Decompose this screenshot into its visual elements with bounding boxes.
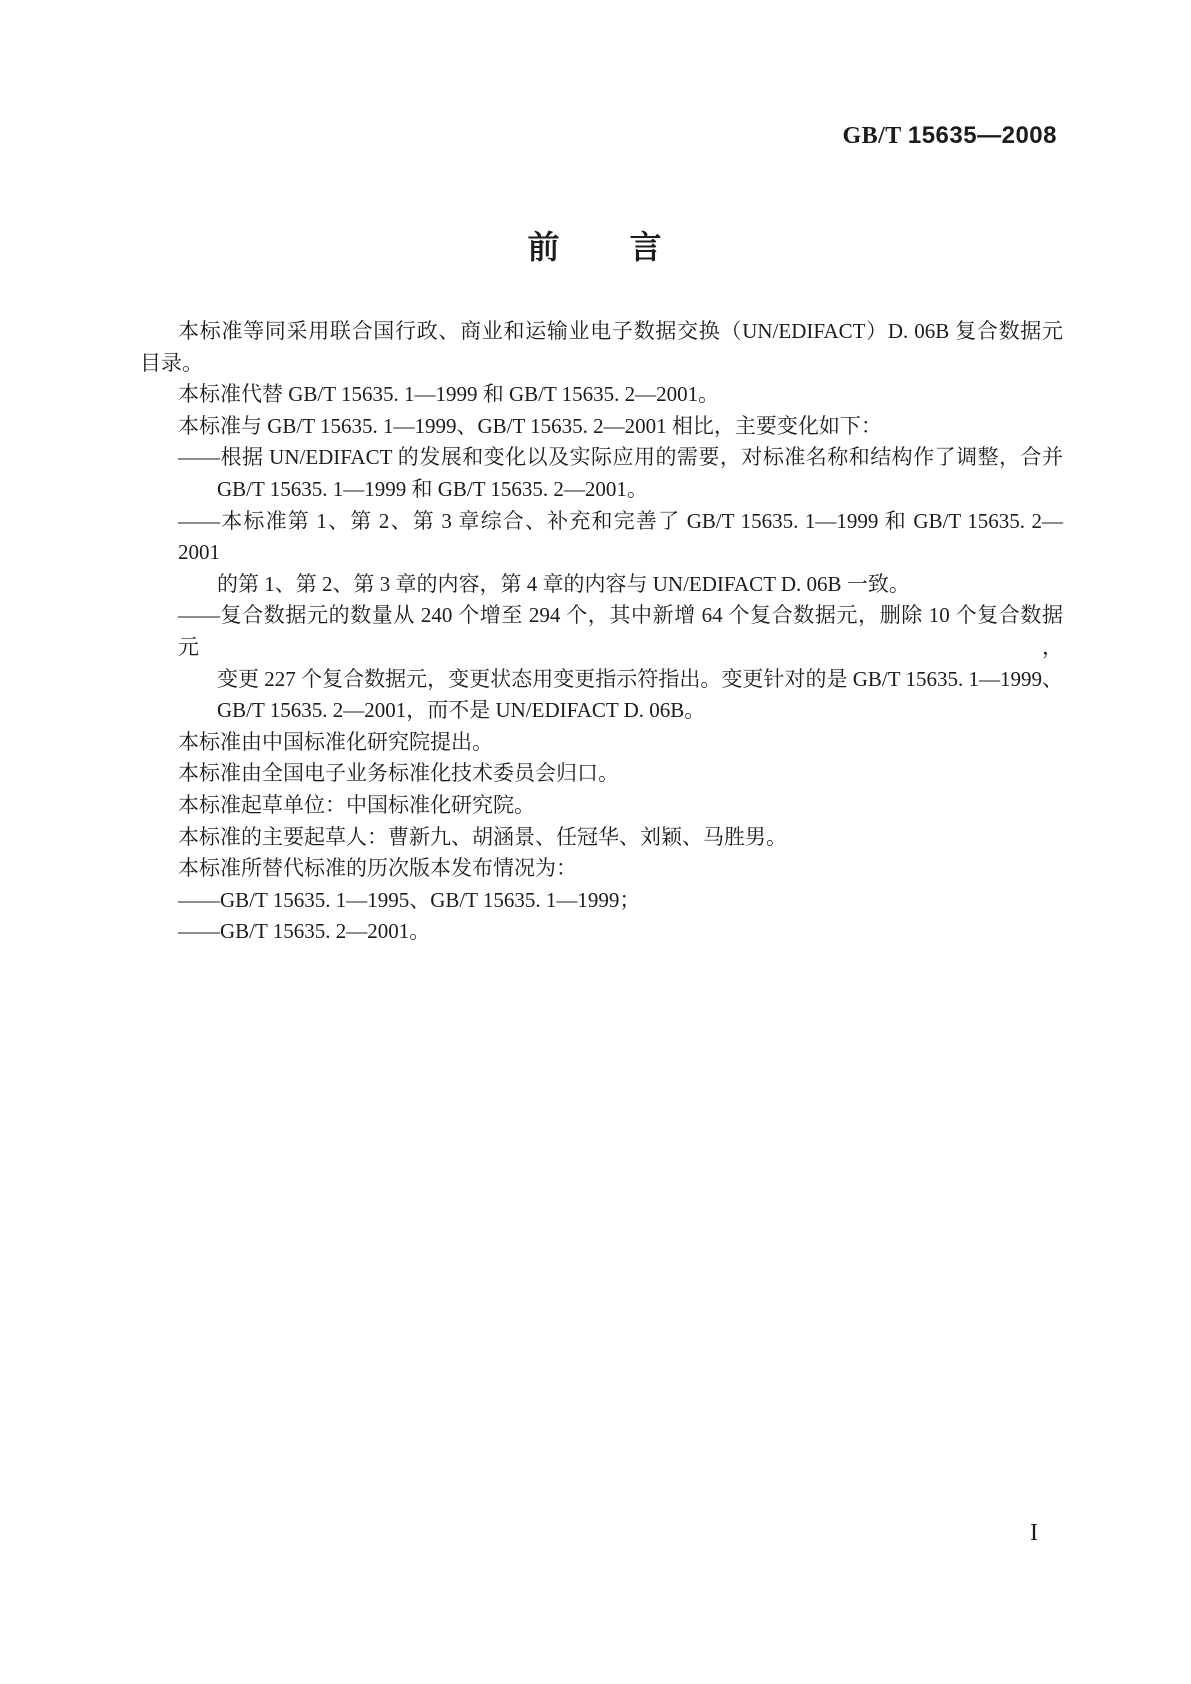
text-line: 本标准等同采用联合国行政、商业和运输业电子数据交换（UN/EDIFACT）D. 06B 复合数据元 <box>178 319 1063 343</box>
standard-code-number: 15635—2008 <box>907 122 1057 149</box>
text-line: 变更 227 个复合数据元，变更状态用变更指示符指出。变更针对的是 GB/T 15635. 1—1999、 <box>217 666 1063 691</box>
text-line: 本标准起草单位：中国标准化研究院。 <box>178 792 535 817</box>
text-line: ——GB/T 15635. 1—1995、GB/T 15635. 1—1999； <box>178 887 641 912</box>
text-line: 本标准由全国电子业务标准化技术委员会归口。 <box>178 761 619 786</box>
text-line: ——复合数据元的数量从 240 个增至 294 个，其中新增 64 个复合数据元，删除 10 个复合数据元， <box>178 603 1063 659</box>
text-line: 本标准的主要起草人：曹新九、胡涵景、任冠华、刘颖、马胜男。 <box>178 824 787 849</box>
text-line: 目录。 <box>140 350 203 375</box>
text-line: ——根据 UN/EDIFACT 的发展和变化以及实际应用的需要，对标准名称和结构作了调整，合并 <box>178 445 1063 470</box>
text-line: ——本标准第 1、第 2、第 3 章综合、补充和完善了 GB/T 15635. 1—1999 和 GB/T 15635. 2—2001 <box>178 508 1063 565</box>
text-line: 本标准与 GB/T 15635. 1—1999、GB/T 15635. 2—2001 相比，主要变化如下： <box>178 413 882 438</box>
text-line: GB/T 15635. 2—2001，而不是 UN/EDIFACT D. 06B。 <box>217 698 706 723</box>
text-line: 的第 1、第 2、第 3 章的内容，第 4 章的内容与 UN/EDIFACT D. 06B 一致。 <box>217 571 910 596</box>
standard-code-header <box>842 122 1057 150</box>
body-text <box>140 316 1063 948</box>
text-line: ——GB/T 15635. 2—2001。 <box>178 919 431 944</box>
standard-code-prefix: GB/T <box>842 123 902 149</box>
text-line: 本标准由中国标准化研究院提出。 <box>178 729 493 754</box>
page-title-foreword: 前 言 <box>527 229 664 265</box>
text-line: GB/T 15635. 1—1999 和 GB/T 15635. 2—2001。 <box>217 476 648 501</box>
page-number: I <box>1030 1520 1038 1546</box>
text-line: 本标准代替 GB/T 15635. 1—1999 和 GB/T 15635. 2—2001。 <box>178 382 720 407</box>
text-line: 本标准所替代标准的历次版本发布情况为： <box>178 856 577 881</box>
